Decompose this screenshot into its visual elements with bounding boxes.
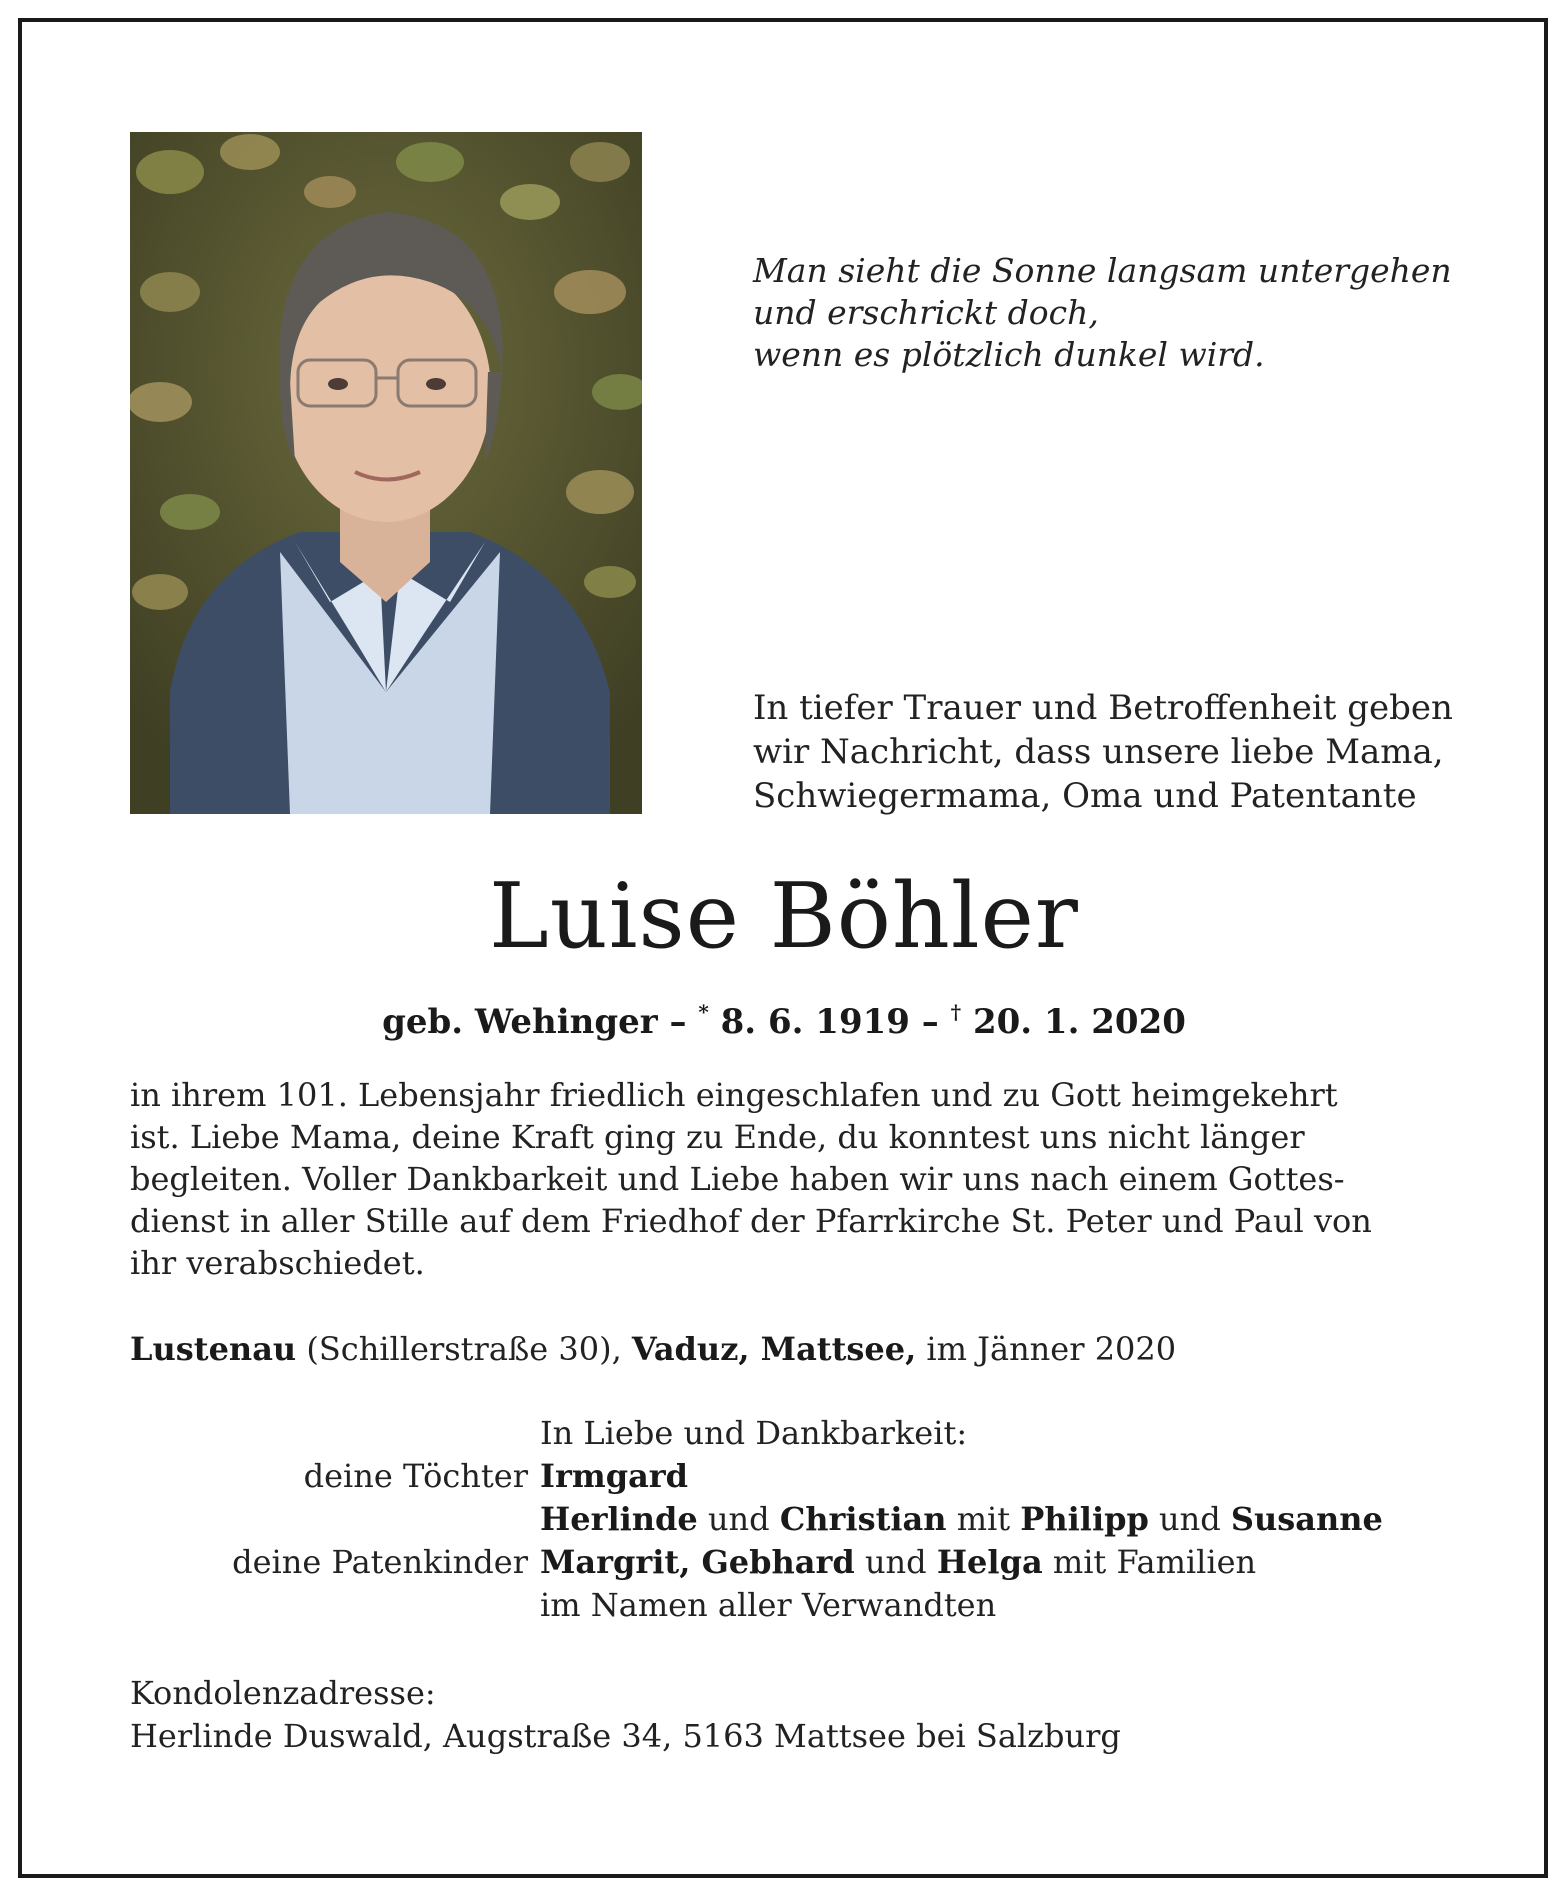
signature-heading: In Liebe und Dankbarkeit: bbox=[540, 1414, 968, 1452]
body-line: dienst in aller Stille auf dem Friedhof der Pfarrkirche St. Peter und Paul von bbox=[130, 1202, 1372, 1240]
grandchild-name: Susanne bbox=[1230, 1500, 1383, 1538]
daughter-name: Irmgard bbox=[540, 1457, 689, 1495]
daughter-name: Herlinde bbox=[540, 1500, 698, 1538]
portrait-photo bbox=[130, 132, 642, 814]
intro-line: wir Nachricht, dass unsere liebe Mama, bbox=[753, 732, 1444, 772]
place-date: im Jänner 2020 bbox=[916, 1330, 1177, 1368]
deceased-name: Luise Böhler bbox=[489, 864, 1079, 969]
godchildren-names: Margrit, Gebhard bbox=[540, 1543, 855, 1581]
death-symbol: † bbox=[950, 1000, 962, 1024]
condolence-address-line: Herlinde Duswald, Augstraße 34, 5163 Mattsee bei Salzburg bbox=[130, 1717, 1121, 1755]
date-separator: – bbox=[657, 1002, 699, 1042]
place-address: (Schillerstraße 30), bbox=[296, 1330, 632, 1368]
birth-date: 8. 6. 1919 bbox=[708, 1002, 910, 1042]
quote-line: Man sieht die Sonne langsam untergehen bbox=[753, 251, 1452, 290]
life-dates bbox=[0, 990, 1568, 1044]
godchildren-label: deine Patenkinder bbox=[232, 1543, 528, 1581]
spouse-name: Christian bbox=[779, 1500, 947, 1538]
condolence-address bbox=[130, 1672, 1121, 1758]
birth-name: geb. Wehinger bbox=[382, 1002, 658, 1042]
birth-symbol: * bbox=[698, 1000, 709, 1024]
godchildren-row bbox=[130, 1541, 1450, 1584]
relatives-text: im Namen aller Verwandten bbox=[540, 1586, 997, 1624]
date-separator: – bbox=[909, 1002, 951, 1042]
conjunction: mit bbox=[946, 1500, 1021, 1538]
daughters-row-2 bbox=[130, 1498, 1450, 1541]
relatives-row bbox=[130, 1584, 1450, 1627]
families-text: mit Familien bbox=[1042, 1543, 1257, 1581]
conjunction: und bbox=[854, 1543, 937, 1581]
quote-line: wenn es plötzlich dunkel wird. bbox=[753, 335, 1265, 374]
quote-line: und erschrickt doch, bbox=[753, 293, 1099, 332]
mourners-signature bbox=[130, 1412, 1450, 1627]
grandchild-name: Philipp bbox=[1020, 1500, 1149, 1538]
announcement-intro bbox=[753, 686, 1493, 818]
godchild-name: Helga bbox=[936, 1543, 1043, 1581]
death-date: 20. 1. 2020 bbox=[961, 1002, 1186, 1042]
body-line: ist. Liebe Mama, deine Kraft ging zu Ende, du konntest uns nicht länger bbox=[130, 1118, 1305, 1156]
body-line: ihr verabschiedet. bbox=[130, 1244, 425, 1282]
conjunction: und bbox=[1148, 1500, 1231, 1538]
daughters-row bbox=[130, 1455, 1450, 1498]
body-line: in ihrem 101. Lebensjahr friedlich eingeschlafen und zu Gott heimgekehrt bbox=[130, 1076, 1338, 1114]
body-line: begleiten. Voller Dankbarkeit und Liebe haben wir uns nach einem Gottes- bbox=[130, 1160, 1345, 1198]
obituary-body bbox=[130, 1074, 1436, 1284]
place-and-date bbox=[130, 1328, 1176, 1370]
poem-quote bbox=[753, 250, 1453, 376]
condolence-label: Kondolenzadresse: bbox=[130, 1674, 436, 1712]
intro-line: In tiefer Trauer und Betroffenheit geben bbox=[753, 688, 1453, 728]
intro-line: Schwiegermama, Oma und Patentante bbox=[753, 776, 1417, 816]
place-cities: Vaduz, Mattsee, bbox=[631, 1330, 917, 1368]
daughters-label: deine Töchter bbox=[303, 1457, 528, 1495]
conjunction: und bbox=[697, 1500, 780, 1538]
place-city: Lustenau bbox=[130, 1330, 297, 1368]
signature-heading-row bbox=[130, 1412, 1450, 1455]
